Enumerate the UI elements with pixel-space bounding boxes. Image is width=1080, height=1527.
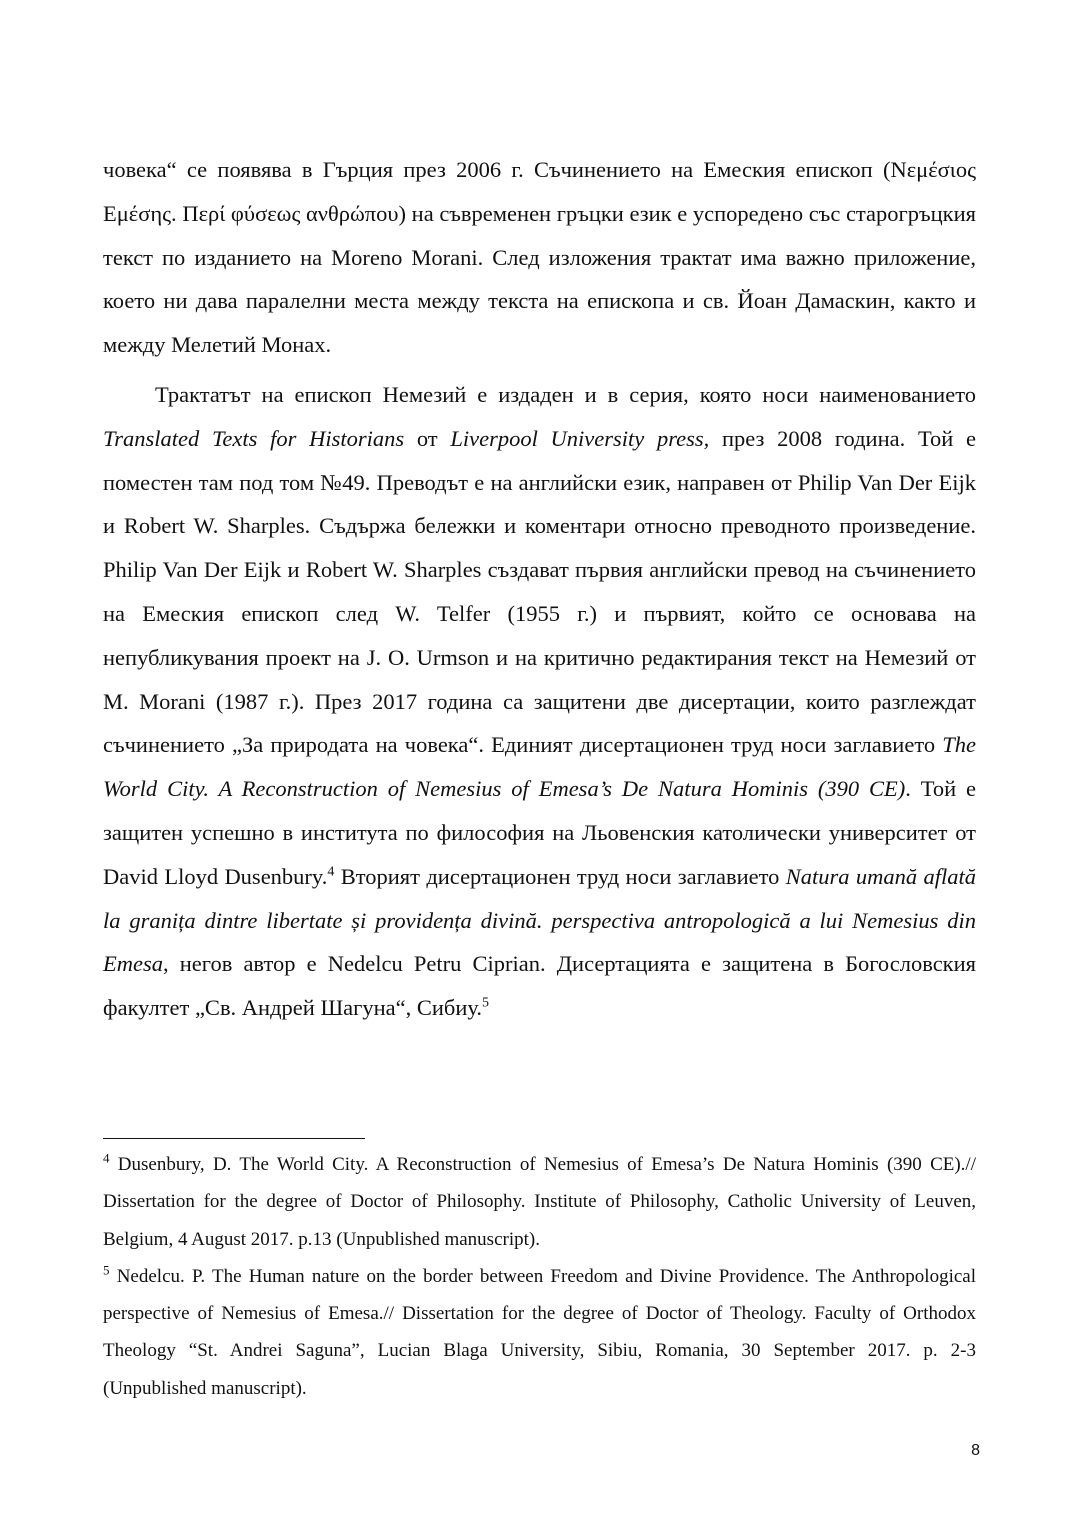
paragraph-2-text: Вторият дисертационен труд носи заглавието (334, 863, 786, 889)
body-text (103, 148, 976, 1030)
dissertation-title-1: The World City. A Reconstruction of Nemesius of Emesa’s De Natura Hominis (390 CE) (103, 732, 976, 802)
dissertation-title-2: Natura umană aflată la granița dintre libertate și providența divină. perspectiva antropologică a lui Nemesius din Emesa (103, 863, 976, 977)
paragraph-2-text: от (404, 425, 451, 451)
paragraph-2-text: . Той е защитен успешно в института по философия на Льовенския католически университет от David Lloyd Dusenbury. (103, 776, 976, 889)
series-title: Translated Texts for Historians (103, 425, 405, 451)
footnote-5 (103, 1258, 976, 1407)
footnote-text: Dusenbury, D. The World City. A Reconstruction of Nemesius of Emesa’s De Natura Hominis (390 CE).// Dissertation for the degree of Doctor of Philosophy. Institute of Philosophy, Catholic University of Leuven, Belgium, 4 August 2017. p.13 (Unpublished manuscript). (103, 1154, 976, 1250)
footnote-text: Nedelcu. P. The Human nature on the border between Freedom and Divine Providence. The Anthropological perspective of Nemesius of Emesa.// Dissertation for the degree of Doctor of Theology. Faculty of Orthodox Theology “St. Andrei Saguna”, Lucian Blaga University, Sibiu, Romania, 30 September 2017. p. 2-3 (Unpublished manuscript). (103, 1265, 976, 1399)
footnote-ref-4[interactable]: 4 (327, 864, 335, 880)
footnote-4 (103, 1146, 976, 1258)
paragraph-2 (103, 373, 976, 1030)
page-number: 8 (971, 1442, 980, 1459)
paragraph-2-text: , негов автор е Nedelcu Petru Ciprian. Дисертацията е защитена в Богословския факултет „Св. Андрей Шагуна“, Сибиу. (103, 951, 976, 1021)
footnotes (103, 1146, 976, 1407)
paragraph-2-text: през 2008 година. Той е поместен там под том №49. Преводът е на английски език, направен от Philip Van Der Eijk и Robert W. Sharples. Съдържа бележки и коментари относно преводното произведение. Philip Van Der Eijk и Robert W. Sharples създават първия английски превод на съчинението на Емеския епископ след W. Telfer (1955 г.) и първият, който се основава на непубликувания проект на J. O. Urmson и на критично редактирания текст на Немезий от M. Morani (1987 г.). През 2017 година са защитени две дисертации, които разглеждат съчинението „За природата на човека“. Единият дисертационен труд носи заглавието (103, 425, 976, 758)
paragraph-2-text: Трактатът на епископ Немезий е издаден и в серия, която носи наименованието (155, 381, 976, 407)
footnote-separator (103, 1138, 365, 1139)
paragraph-1: човека“ се появява в Гърция през 2006 г. Съчинението на Емеския епископ (Νεμέσιος Εμέσης. Περί φύσεως ανθρώπου) на съвременен гръцки език е успоредено със старогръцкия текст по изданието на Moreno Morani. След изложения трактат има важно приложение, което ни дава паралелни места между текста на епископа и св. Йоан Дамаскин, както и между Мелетий Монах. (103, 157, 976, 358)
footnote-number: 4 (103, 1150, 110, 1166)
footnote-number: 5 (103, 1262, 110, 1278)
publisher-name: Liverpool University press, (450, 425, 710, 451)
footnote-ref-5[interactable]: 5 (482, 995, 490, 1011)
